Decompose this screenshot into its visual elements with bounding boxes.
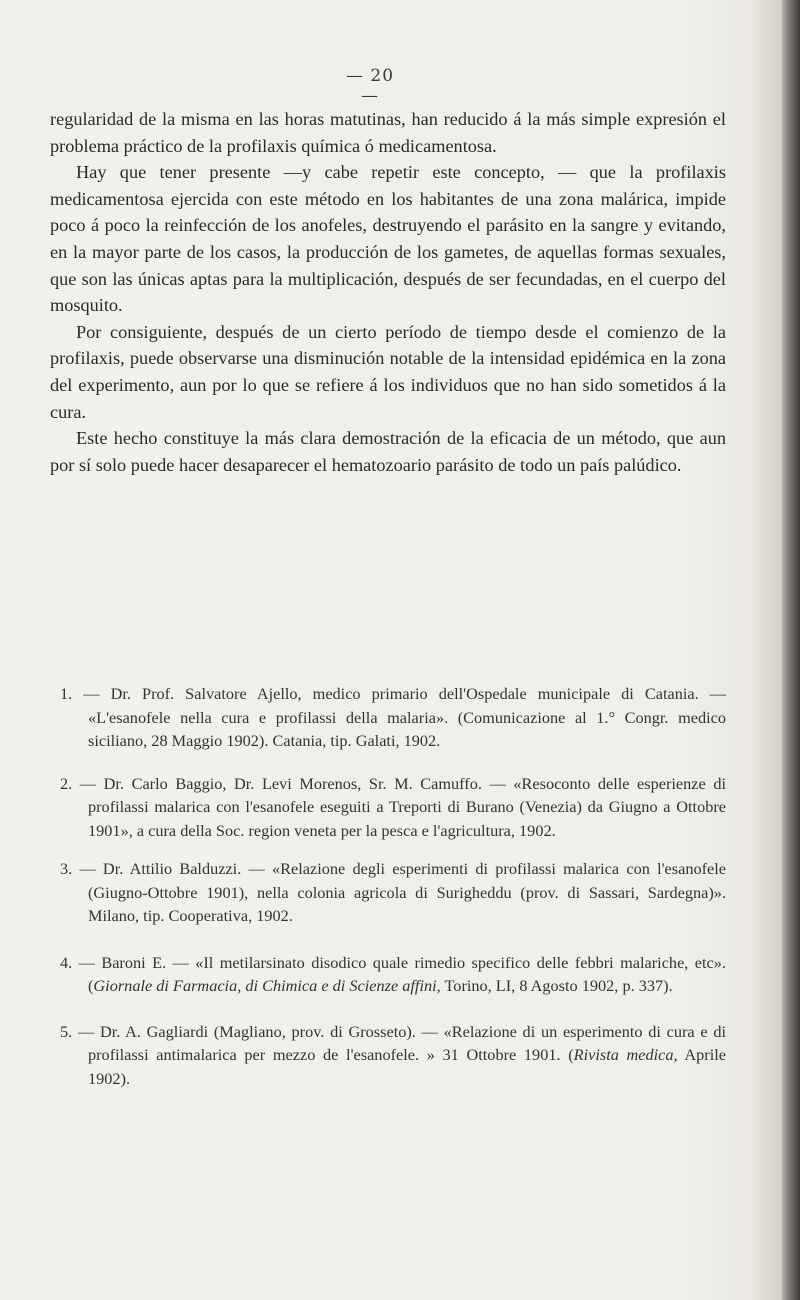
reference-1: 1. — Dr. Prof. Salvatore Ajello, medico primario dell'Ospedale municipale di Catania. — «L'esanofele nella cura e profilassi della malaria». (Comunicazione al 1.° Congr. medico siciliano, 28 Maggio 1902). Catania, tip. Galati, 1902. bbox=[60, 684, 726, 750]
paragraph-profilaxis: Hay que tener presente —y cabe repetir este concepto, — que la profilaxis medicamentosa ejercida con este método en los habitantes de una zona malárica, impide poco á poco la reinfección de los anofeles, destruyendo el parásito en la sangre y evitando, en la mayor parte de los casos, la producción de los gametes, de aquellas formas sexuales, que son las únicas aptas para la multiplicación, después de ser fecundadas, en el cuerpo del mosquito. bbox=[50, 162, 726, 316]
references-list bbox=[50, 682, 726, 1109]
paragraph-conclusion: Este hecho constituye la más clara demostración de la eficacia de un método, que aun por sí solo puede hacer desaparecer el hematozoario parásito de todo un país palúdico. bbox=[50, 428, 726, 475]
reference-4 bbox=[50, 951, 726, 998]
reference-5-text: 5. — Dr. A. Gagliardi (Magliano, prov. di Grosseto). — «Relazione di un esperimento di cura e di profilassi antimalarica per mezzo de l'esanofele. » 31 Ottobre 1901. ( bbox=[60, 1021, 726, 1064]
page-number: — 20 — bbox=[345, 66, 395, 106]
paragraph-consiguiente: Por consiguiente, después de un cierto período de tiempo desde el comienzo de la profilaxis, puede observarse una disminución notable de la intensidad epidémica en la zona del experimento, aun por lo que se refiere á los individuos que no han sido sometidos á la cura. bbox=[50, 321, 726, 422]
reference-2: 2. — Dr. Carlo Baggio, Dr. Levi Morenos, Sr. M. Camuffo. — «Resoconto delle esperienze di profilassi malarica con l'esanofele eseguiti a Treporti di Burano (Venezia) da Giugno a Ottobre 1901», a cura della Soc. region veneta per la pesca e l'agricultura, 1902. bbox=[60, 773, 726, 840]
body-text bbox=[50, 106, 726, 478]
paragraph-continuation: regularidad de la misma en las horas matutinas, han reducido á la más simple expresión el problema práctico de la profilaxis química ó medicamentosa. bbox=[50, 109, 726, 156]
reference-4-text: 4. — Baroni E. — «Il metilarsinato disodico quale rimedio specifico delle febbri malariche, etc». ( bbox=[60, 952, 726, 995]
reference-5 bbox=[50, 1020, 726, 1091]
reference-4-journal: Giornale di Farmacia, di Chimica e di Scienze affini, bbox=[93, 976, 441, 995]
reference-5-journal: Rivista medica, bbox=[573, 1045, 678, 1064]
reference-5-details: Aprile 1902). bbox=[88, 1045, 726, 1088]
reference-4-details: Torino, LI, 8 Agosto 1902, p. 337). bbox=[440, 976, 673, 995]
book-binding-edge bbox=[782, 0, 800, 1300]
reference-3: 3. — Dr. Attilio Balduzzi. — «Relazione degli esperimenti di profilassi malarica con l'esanofele (Giugno-Ottobre 1901), nella colonia agricola di Surigheddu (prov. di Sassari, Sardegna)». Milano, tip. Cooperativa, 1902. bbox=[60, 859, 726, 925]
